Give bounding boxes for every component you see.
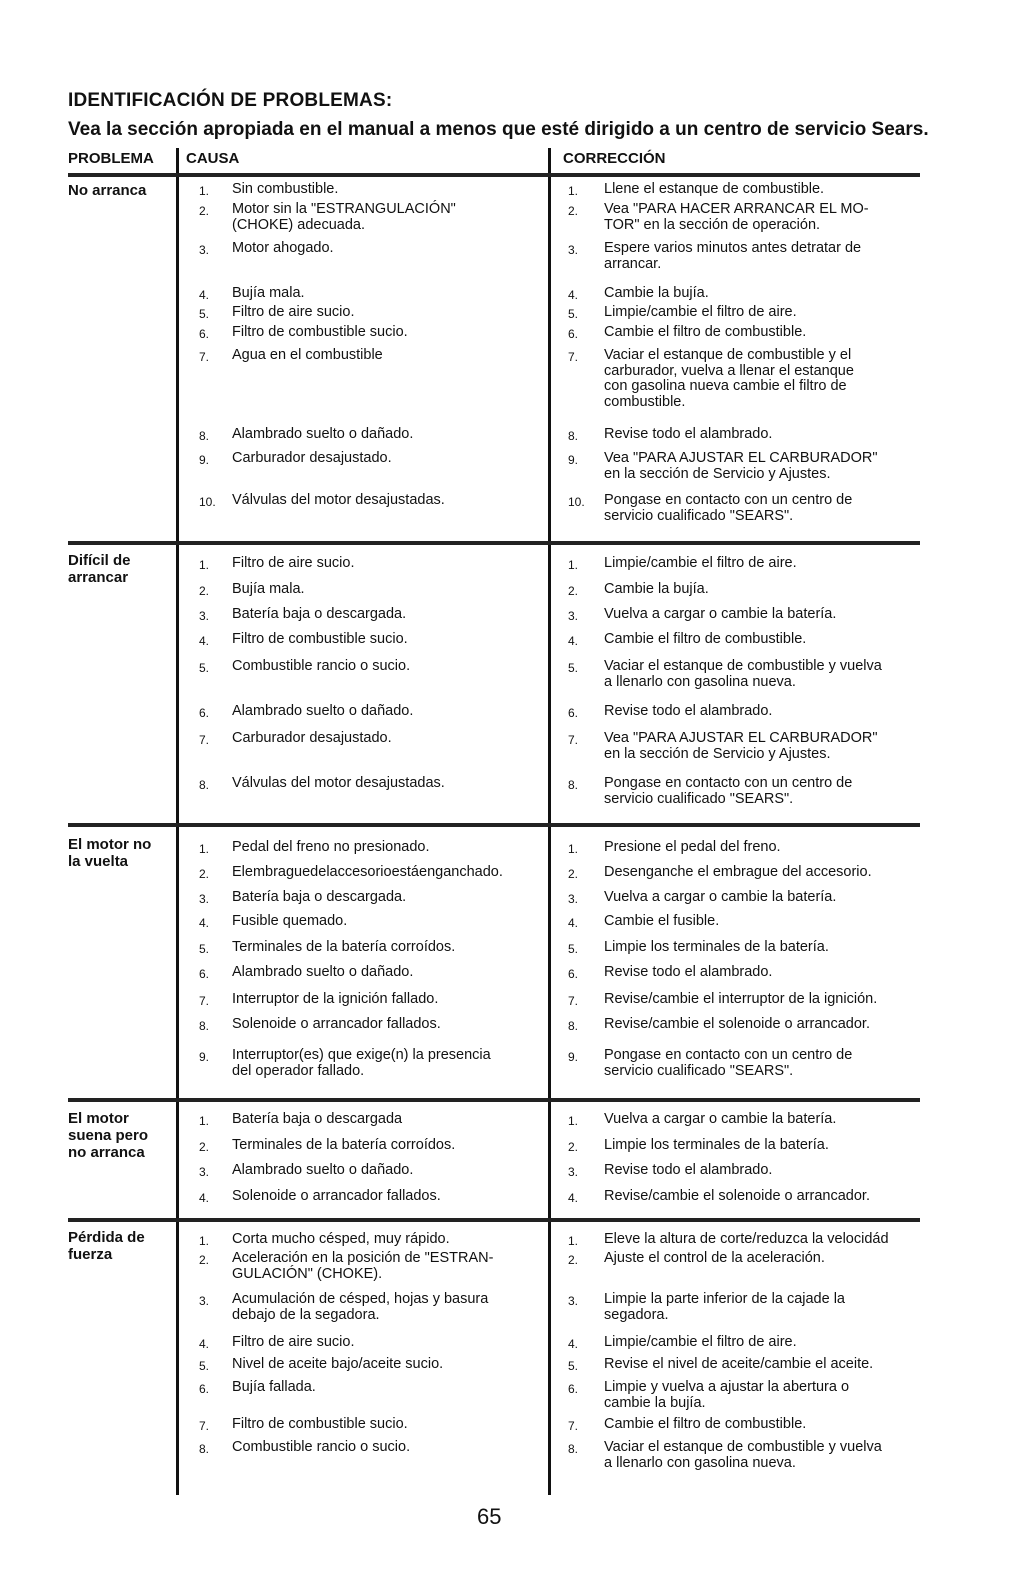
correction-text: Cambie el filtro de combustible. (604, 1416, 807, 1432)
correction-text: Llene el estanque de combustible. (604, 181, 825, 197)
correction-number: 1. (568, 558, 579, 572)
correction-number: 7. (568, 350, 579, 364)
correction-number: 8. (568, 778, 579, 792)
correction-number: 3. (568, 892, 579, 906)
cause-number: 10. (199, 495, 216, 509)
cause-text: Carburador desajustado. (232, 450, 392, 466)
cause-number: 6. (199, 706, 210, 720)
section-divider (68, 1098, 920, 1102)
cause-text: Acumulación de césped, hojas y basura debajo de la segadora. (232, 1291, 489, 1323)
cause-number: 8. (199, 778, 210, 792)
cause-text: Bujía fallada. (232, 1379, 316, 1395)
correction-number: 6. (568, 1382, 579, 1396)
section-divider (68, 823, 920, 827)
correction-text: Vea "PARA AJUSTAR EL CARBURADOR" en la sección de Servicio y Ajustes. (604, 730, 878, 762)
cause-number: 1. (199, 842, 210, 856)
correction-text: Vea "PARA AJUSTAR EL CARBURADOR" en la sección de Servicio y Ajustes. (604, 450, 878, 482)
cause-number: 3. (199, 609, 210, 623)
correction-number: 6. (568, 967, 579, 981)
correction-text: Limpie y vuelva a ajustar la abertura o cambie la bujía. (604, 1379, 850, 1411)
correction-number: 3. (568, 1165, 579, 1179)
correction-text: Revise/cambie el solenoide o arrancador. (604, 1188, 870, 1204)
correction-number: 2. (568, 1253, 579, 1267)
cause-text: Combustible rancio o sucio. (232, 1439, 411, 1455)
cause-number: 3. (199, 1165, 210, 1179)
cause-number: 5. (199, 1359, 210, 1373)
correction-text: Cambie el fusible. (604, 913, 720, 929)
correction-text: Vaciar el estanque de combustible y vuelva a llenarlo con gasolina nueva. (604, 1439, 882, 1471)
column-header-problem: PROBLEMA (68, 150, 154, 167)
cause-text: Bujía mala. (232, 285, 305, 301)
cause-text: Agua en el combustible (232, 347, 383, 363)
cause-text: Nivel de aceite bajo/aceite sucio. (232, 1356, 444, 1372)
correction-number: 2. (568, 584, 579, 598)
correction-number: 1. (568, 1114, 579, 1128)
cause-number: 1. (199, 1114, 210, 1128)
cause-text: Bujía mala. (232, 581, 305, 597)
cause-text: Alambrado suelto o dañado. (232, 964, 414, 980)
correction-number: 5. (568, 1359, 579, 1373)
cause-number: 4. (199, 916, 210, 930)
cause-text: Filtro de aire sucio. (232, 555, 355, 571)
correction-text: Limpie/cambie el filtro de aire. (604, 555, 797, 571)
page-title: IDENTIFICACIÓN DE PROBLEMAS: (68, 90, 393, 111)
correction-text: Vuelva a cargar o cambie la batería. (604, 1111, 837, 1127)
correction-text: Revise todo el alambrado. (604, 964, 773, 980)
correction-number: 8. (568, 1019, 579, 1033)
cause-text: Alambrado suelto o dañado. (232, 426, 414, 442)
correction-number: 4. (568, 288, 579, 302)
section-divider (68, 1218, 920, 1222)
correction-text: Vaciar el estanque de combustible y vuelva a llenarlo con gasolina nueva. (604, 658, 882, 690)
cause-number: 3. (199, 892, 210, 906)
page-subtitle: Vea la sección apropiada en el manual a menos que esté dirigido a un centro de servicio Sears. (68, 119, 929, 140)
cause-number: 2. (199, 584, 210, 598)
correction-number: 1. (568, 842, 579, 856)
correction-text: Limpie/cambie el filtro de aire. (604, 1334, 797, 1350)
correction-number: 3. (568, 609, 579, 623)
cause-text: Interruptor de la ignición fallado. (232, 991, 439, 1007)
correction-text: Eleve la altura de corte/reduzca la velocidád (604, 1231, 889, 1247)
correction-text: Revise/cambie el interruptor de la ignición. (604, 991, 878, 1007)
correction-text: Revise todo el alambrado. (604, 1162, 773, 1178)
correction-number: 8. (568, 429, 579, 443)
correction-text: Vuelva a cargar o cambie la batería. (604, 889, 837, 905)
correction-number: 4. (568, 916, 579, 930)
cause-number: 7. (199, 733, 210, 747)
cause-text: Batería baja o descargada. (232, 889, 407, 905)
correction-number: 9. (568, 1050, 579, 1064)
cause-number: 4. (199, 1337, 210, 1351)
cause-text: Motor ahogado. (232, 240, 334, 256)
cause-number: 4. (199, 1191, 210, 1205)
correction-text: Limpie/cambie el filtro de aire. (604, 304, 797, 320)
correction-text: Cambie el filtro de combustible. (604, 631, 807, 647)
correction-number: 6. (568, 327, 579, 341)
correction-text: Cambie la bujía. (604, 581, 709, 597)
correction-text: Pongase en contacto con un centro de servicio cualificado "SEARS". (604, 1047, 853, 1079)
cause-number: 1. (199, 558, 210, 572)
correction-number: 3. (568, 1294, 579, 1308)
cause-number: 7. (199, 1419, 210, 1433)
cause-number: 8. (199, 429, 210, 443)
correction-number: 8. (568, 1442, 579, 1456)
correction-text: Limpie los terminales de la batería. (604, 1137, 829, 1153)
correction-number: 5. (568, 307, 579, 321)
correction-number: 4. (568, 1191, 579, 1205)
cause-text: Filtro de aire sucio. (232, 304, 355, 320)
cause-text: Aceleración en la posición de "ESTRAN- GULACIÓN" (CHOKE). (232, 1250, 494, 1282)
cause-number: 7. (199, 350, 210, 364)
correction-text: Pongase en contacto con un centro de servicio cualificado "SEARS". (604, 775, 853, 807)
cause-text: Alambrado suelto o dañado. (232, 1162, 414, 1178)
correction-number: 1. (568, 1234, 579, 1248)
cause-number: 1. (199, 184, 210, 198)
correction-number: 2. (568, 204, 579, 218)
correction-text: Espere varios minutos antes detratar de arrancar. (604, 240, 862, 272)
cause-text: Motor sin la "ESTRANGULACIÓN" (CHOKE) adecuada. (232, 201, 456, 233)
correction-number: 7. (568, 1419, 579, 1433)
cause-number: 7. (199, 994, 210, 1008)
cause-number: 4. (199, 634, 210, 648)
correction-text: Revise el nivel de aceite/cambie el aceite. (604, 1356, 874, 1372)
correction-number: 1. (568, 184, 579, 198)
cause-text: Filtro de combustible sucio. (232, 631, 408, 647)
cause-text: Filtro de aire sucio. (232, 1334, 355, 1350)
correction-text: Revise todo el alambrado. (604, 426, 773, 442)
correction-number: 3. (568, 243, 579, 257)
correction-text: Cambie el filtro de combustible. (604, 324, 807, 340)
cause-text: Sin combustible. (232, 181, 339, 197)
cause-text: Interruptor(es) que exige(n) la presencia del operador fallado. (232, 1047, 491, 1079)
page-number: 65 (477, 1504, 502, 1529)
problem-label: El motor no la vuelta (68, 836, 152, 870)
correction-text: Presione el pedal del freno. (604, 839, 781, 855)
cause-text: Batería baja o descargada. (232, 606, 407, 622)
problem-label: Difícil de arrancar (68, 552, 131, 586)
correction-number: 7. (568, 733, 579, 747)
column-header-cause: CAUSA (186, 150, 240, 167)
correction-number: 4. (568, 1337, 579, 1351)
cause-number: 5. (199, 307, 210, 321)
correction-text: Vea "PARA HACER ARRANCAR EL MO- TOR" en la sección de operación. (604, 201, 869, 233)
column-divider-right (548, 148, 551, 1495)
correction-number: 5. (568, 942, 579, 956)
cause-text: Carburador desajustado. (232, 730, 392, 746)
cause-text: Combustible rancio o sucio. (232, 658, 411, 674)
correction-text: Revise/cambie el solenoide o arrancador. (604, 1016, 870, 1032)
correction-text: Vaciar el estanque de combustible y el carburador, vuelva a llenar el estanque con gasolina nueva cambie el filtro de combustible. (604, 347, 854, 410)
column-divider-left (176, 148, 179, 1495)
cause-text: Corta mucho césped, muy rápido. (232, 1231, 450, 1247)
cause-text: Válvulas del motor desajustadas. (232, 492, 445, 508)
correction-text: Limpie la parte inferior de la cajade la segadora. (604, 1291, 845, 1323)
cause-text: Elembraguedelaccesorioestáenganchado. (232, 864, 503, 880)
cause-number: 9. (199, 453, 210, 467)
correction-text: Revise todo el alambrado. (604, 703, 773, 719)
cause-text: Terminales de la batería corroídos. (232, 1137, 456, 1153)
cause-number: 2. (199, 867, 210, 881)
cause-number: 1. (199, 1234, 210, 1248)
correction-text: Desenganche el embrague del accesorio. (604, 864, 872, 880)
cause-number: 3. (199, 243, 210, 257)
correction-number: 7. (568, 994, 579, 1008)
cause-number: 6. (199, 967, 210, 981)
section-divider (68, 173, 920, 177)
cause-number: 6. (199, 327, 210, 341)
cause-number: 8. (199, 1019, 210, 1033)
problem-label: No arranca (68, 182, 147, 199)
correction-number: 10. (568, 495, 585, 509)
cause-number: 5. (199, 661, 210, 675)
correction-text: Vuelva a cargar o cambie la batería. (604, 606, 837, 622)
cause-text: Solenoide o arrancador fallados. (232, 1016, 441, 1032)
cause-text: Pedal del freno no presionado. (232, 839, 430, 855)
cause-text: Filtro de combustible sucio. (232, 324, 408, 340)
cause-text: Batería baja o descargada (232, 1111, 403, 1127)
cause-text: Filtro de combustible sucio. (232, 1416, 408, 1432)
cause-number: 2. (199, 204, 210, 218)
correction-text: Limpie los terminales de la batería. (604, 939, 829, 955)
cause-number: 8. (199, 1442, 210, 1456)
cause-text: Válvulas del motor desajustadas. (232, 775, 445, 791)
cause-number: 2. (199, 1253, 210, 1267)
problem-label: Pérdida de fuerza (68, 1229, 145, 1263)
cause-number: 5. (199, 942, 210, 956)
correction-number: 2. (568, 1140, 579, 1154)
correction-number: 5. (568, 661, 579, 675)
cause-text: Fusible quemado. (232, 913, 348, 929)
correction-number: 2. (568, 867, 579, 881)
correction-text: Pongase en contacto con un centro de servicio cualificado "SEARS". (604, 492, 853, 524)
cause-number: 4. (199, 288, 210, 302)
cause-number: 9. (199, 1050, 210, 1064)
correction-text: Ajuste el control de la aceleración. (604, 1250, 825, 1266)
correction-number: 9. (568, 453, 579, 467)
correction-number: 4. (568, 634, 579, 648)
cause-text: Alambrado suelto o dañado. (232, 703, 414, 719)
correction-text: Cambie la bujía. (604, 285, 709, 301)
problem-label: El motor suena pero no arranca (68, 1110, 149, 1161)
column-header-correction: CORRECCIÓN (563, 150, 666, 167)
cause-number: 6. (199, 1382, 210, 1396)
correction-number: 6. (568, 706, 579, 720)
section-divider (68, 541, 920, 545)
cause-number: 2. (199, 1140, 210, 1154)
cause-text: Solenoide o arrancador fallados. (232, 1188, 441, 1204)
cause-text: Terminales de la batería corroídos. (232, 939, 456, 955)
cause-number: 3. (199, 1294, 210, 1308)
